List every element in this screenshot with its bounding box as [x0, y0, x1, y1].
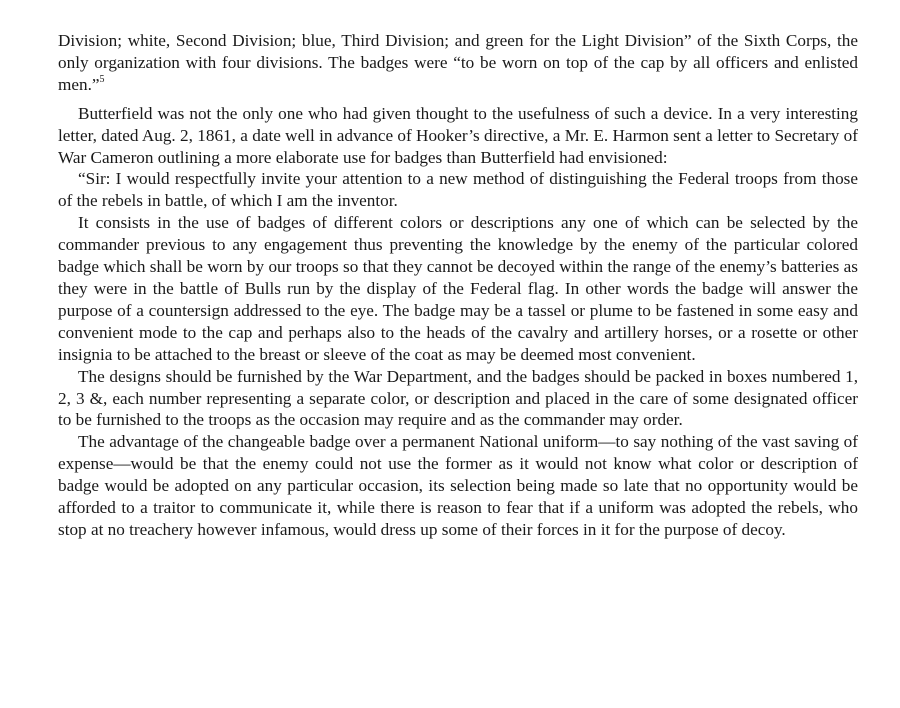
- paragraph-butterfield-harmon: Butterfield was not the only one who had given thought to the usefulness of such a device. In a very interesting letter, dated Aug. 2, 1861, a date well in advance of Hooker’s directive, a Mr. E. Harmon sent a letter to Secretary of War Cameron outlining a more elaborate use for badges than Butterfield had envisioned:: [58, 103, 858, 167]
- paragraph-badge-colors: [58, 30, 858, 96]
- paragraph-text: Division; white, Second Division; blue, Third Division; and green for the Light Division” of the Sixth Corps, the only organization with four divisions. The badges were “to be worn on top of the cap by all officers and enlisted men.”: [58, 31, 858, 94]
- paragraph-badge-advantage: The advantage of the changeable badge over a permanent National uniform—to say nothing of the vast saving of expense—would be that the enemy could not use the former as it would not know what color or description of badge would be adopted on any particular occasion, its selection being made so late that no opportunity would be afforded to a traitor to communicate it, while there is reason to fear that if a uniform was adopted the rebels, who stop at no treachery however infamous, would dress up some of their forces in it for the purpose of decoy.: [58, 432, 858, 539]
- paragraph-letter-opening: “Sir: I would respectfully invite your attention to a new method of distinguishing the Federal troops from those of the rebels in battle, of which I am the inventor.: [58, 169, 858, 211]
- footnote-marker: 5: [99, 74, 105, 86]
- paragraph-badge-method: It consists in the use of badges of different colors or descriptions any one of which can be selected by the commander previous to any engagement thus preventing the knowledge by the enemy of the particular colored badge which shall be worn by our troops so that they cannot be decoyed within the range of the enemy’s batteries as they were in the battle of Bulls run by the display of the Federal flag. In other words the badge will answer the purpose of a countersign addressed to the eye. The badge may be a tassel or plume to be fastened in some easy and convenient mode to the cap and perhaps also to the heads of the cavalry and artillery horses, or a rosette or other insignia to be attached to the breast or sleeve of the coat as may be deemed most convenient.: [58, 213, 858, 364]
- document-page: [58, 30, 858, 541]
- paragraph-badge-designs: The designs should be furnished by the War Department, and the badges should be packed in boxes numbered 1, 2, 3 &, each number representing a separate color, or description and placed in the care of some designated officer to be furnished to the troops as the occasion may require and as the commander may order.: [58, 366, 858, 430]
